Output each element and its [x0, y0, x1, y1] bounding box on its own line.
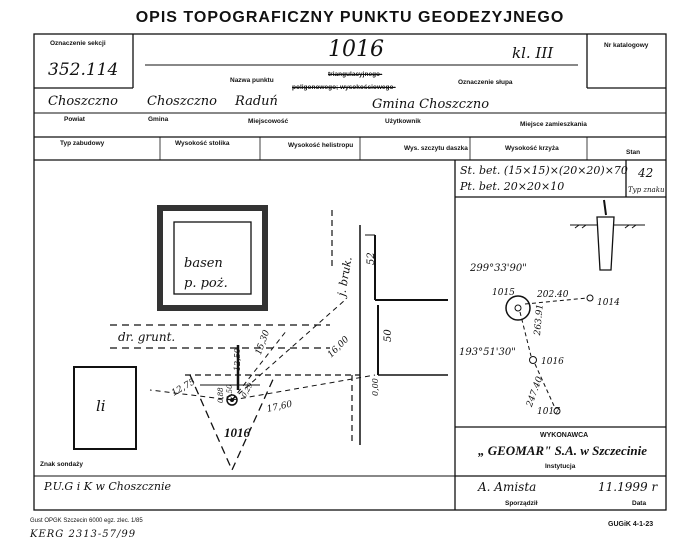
dist-24740: 247.40 [525, 375, 546, 409]
dist-1275: 12,75 [170, 377, 198, 399]
dist-050: 0,50 [226, 384, 234, 400]
col-stan: Stan [626, 149, 641, 156]
catalog-label: Nr katalogowy [604, 42, 649, 49]
basen-label: basen [184, 256, 223, 271]
dist-088: 0,88 [217, 387, 225, 403]
pillar-label: Oznaczenie słupa [458, 79, 513, 86]
point-1016: 1016 [541, 357, 564, 367]
dist-1600: 16,00 [326, 334, 352, 361]
footer-ref: KERG 2313-57/99 [30, 529, 137, 540]
institution-label: Instytucja [545, 463, 576, 470]
page-title: OPIS TOPOGRAFICZNY PUNKTU GEODEZYJNEGO [135, 9, 565, 26]
col-wys-stolika: Wysokość stolika [175, 140, 230, 147]
angle-1: 299°33'90" [470, 263, 527, 274]
dist-1530: 15,30 [254, 328, 273, 357]
point-1014: 1014 [597, 298, 620, 308]
marker-line1: St. bet. (15×15)×(20×20)×70 [460, 164, 628, 177]
angle-2: 193°51'30" [459, 347, 516, 358]
point-type-top: triangulacyjnego- [328, 71, 383, 78]
uzytkownik-value: Gmina Choszczno [372, 97, 490, 112]
footer-print: Gust OPGK Szczecin 6000 egz. zlec. 1/85 [30, 518, 143, 524]
powiat-value: Choszczno [48, 94, 118, 109]
footer-form-code: GUGiK 4-1-23 [608, 521, 654, 528]
point-1015: 1015 [492, 288, 515, 298]
section-label: Oznaczenie sekcji [50, 40, 106, 47]
col-wys-helistropu: Wysokość helistropu [288, 142, 354, 149]
sketch-point-label: 1016 [224, 425, 250, 440]
building-label: li [96, 397, 106, 415]
contractor-label: WYKONAWCA [540, 432, 589, 439]
col-typ-zabudowy: Typ zabudowy [60, 140, 105, 147]
dist-20240: 202.40 [537, 290, 569, 300]
contractor-name: „ GEOMAR" S.A. w Szczecinie [478, 443, 648, 458]
col-wys-krzyza: Wysokość krzyża [505, 145, 559, 152]
author-label: Sporządził [505, 500, 538, 507]
dist-52: 52 [366, 252, 377, 265]
section-value: 352.114 [48, 60, 119, 80]
author: A. Amista [478, 480, 537, 494]
marker-type-value: 42 [638, 166, 654, 180]
point-class: kl. III [512, 44, 554, 62]
label-powiat: Powiat [64, 116, 85, 123]
point-type-bottom: poligonowego; wysokościowego- [292, 84, 396, 91]
mark-label: Znak sondaży [40, 461, 83, 468]
date-label: Data [632, 500, 647, 507]
gmina-value: Choszczno [147, 94, 217, 109]
marker-line2: Pt. bet. 20×20×10 [460, 180, 565, 193]
road-dirt-label: dr. grunt. [118, 330, 176, 344]
label-miejscowosc: Miejscowość [248, 118, 289, 125]
date: 11.1999 r [598, 480, 658, 494]
dist-50: 50 [383, 329, 394, 342]
marker-type-label: Typ znaku [628, 186, 665, 194]
network-diagram [506, 200, 645, 414]
dist-0: 0,00 [371, 378, 380, 396]
point-name-label: Nazwa punktu [230, 77, 274, 84]
miejscowosc-value: Raduń [235, 94, 278, 109]
col-wys-daszka: Wys. szczytu daszka [404, 145, 468, 152]
mark-value: P.U.G i K w Choszcznie [44, 480, 171, 493]
dist-1250: 12,50 [233, 348, 242, 371]
label-miejsce: Miejsce zamieszkania [520, 121, 587, 128]
road-paved-label: j. bruk. [335, 255, 355, 298]
point-1017: 1017 [537, 407, 560, 417]
dist-1760: 17,60 [266, 399, 294, 415]
point-number: 1016 [328, 37, 384, 62]
dist-029: 0,29 [240, 381, 255, 399]
label-uzytkownik: Użytkownik [385, 118, 421, 125]
basen-label-2: p. poż. [184, 276, 228, 291]
label-gmina: Gmina [148, 116, 169, 123]
dist-26391: 263.91 [533, 303, 546, 336]
